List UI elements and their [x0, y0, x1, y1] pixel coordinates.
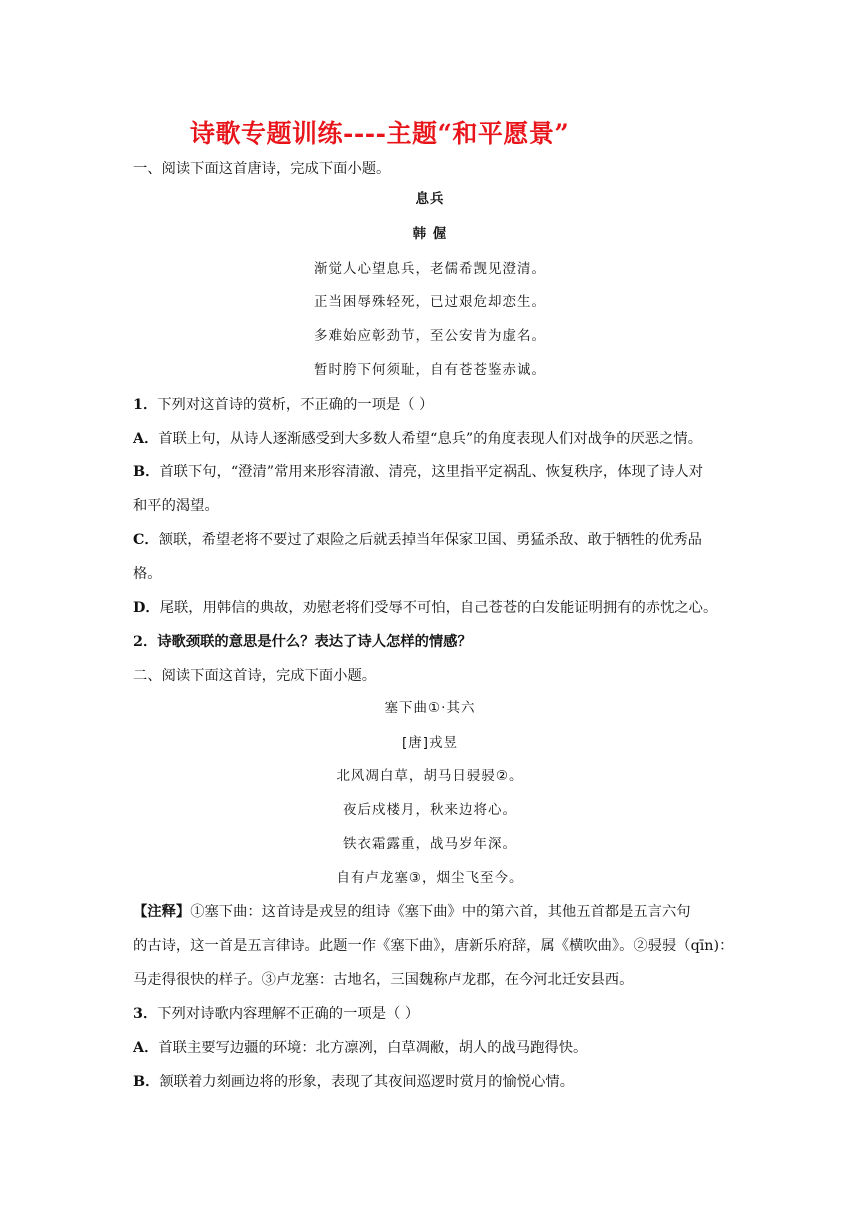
option-label: A． — [133, 431, 159, 447]
question-number: 2． — [133, 634, 158, 650]
question-2 — [133, 632, 472, 652]
question-3 — [133, 1004, 419, 1024]
question-1 — [133, 395, 433, 415]
q1-option-b — [133, 462, 703, 482]
poem1-title: 息兵 — [415, 191, 445, 207]
note-line: 的古诗，这一首是五言律诗。此题一作《塞下曲》，唐新乐府辞，属《横吹曲》。②骎骎（qīn)： — [133, 938, 734, 954]
note-line: 马走得很快的样子。③卢龙塞：古地名，三国魏称卢龙郡，在今河北迁安县西。 — [133, 972, 634, 988]
poem2-line: 夜后戍楼月，秋来边将心。 — [343, 802, 517, 818]
poem1-author: 韩 偓 — [412, 226, 448, 242]
section2-heading: 二、阅读下面这首诗，完成下面小题。 — [133, 668, 377, 684]
poem1-line: 正当困辱殊轻死，已过艰危却恋生。 — [314, 294, 546, 310]
question-number: 3． — [133, 1006, 158, 1022]
q1-option-a — [133, 429, 702, 449]
poem2-line: 北风凋白草，胡马日骎骎②。 — [336, 768, 524, 784]
q1-option-d — [133, 598, 717, 618]
q1-option-b-cont: 和平的渴望。 — [133, 498, 219, 514]
q1-option-c-cont: 格。 — [133, 566, 162, 582]
question-stem: 下列对诗歌内容理解不正确的一项是（ ） — [157, 1006, 420, 1022]
option-text: 颔联着力刻画边将的形象，表现了其夜间巡逻时赏月的愉悦心情。 — [159, 1074, 574, 1090]
option-label: A． — [133, 1040, 159, 1056]
poem2-title: 塞下曲①·其六 — [384, 700, 476, 716]
poem1-line: 多难始应彰劲节，至公安肯为虚名。 — [314, 328, 546, 344]
option-text: 首联主要写边疆的环境：北方凛冽，白草凋敝，胡人的战马跑得快。 — [158, 1040, 588, 1056]
option-label: B． — [133, 1074, 160, 1090]
q3-option-b — [133, 1072, 574, 1092]
poem2-line: 自有卢龙塞③，烟尘飞至今。 — [336, 870, 524, 886]
option-label: D． — [133, 600, 160, 616]
option-text: 尾联，用韩信的典故，劝慰老将们受辱不可怕，自己苍苍的白发能证明拥有的赤忱之心。 — [159, 600, 718, 616]
page-title: 诗歌专题训练----主题“和平愿景” — [190, 119, 570, 148]
poem2-author: [唐]戎昱 — [401, 735, 459, 751]
option-text: 首联下句，“澄清”常用来形容清澈、清亮，这里指平定祸乱、恢复秩序，体现了诗人对 — [159, 464, 703, 480]
question-stem: 诗歌颈联的意思是什么？表达了诗人怎样的情感？ — [157, 634, 472, 650]
question-stem: 下列对这首诗的赏析，不正确的一项是（ ） — [157, 397, 434, 413]
option-text: 首联上句，从诗人逐渐感受到大多数人希望“息兵”的角度表现人们对战争的厌恶之情。 — [158, 431, 702, 447]
option-label: C． — [133, 532, 159, 548]
note-line — [133, 902, 691, 922]
q1-option-c — [133, 530, 702, 550]
question-number: 1． — [133, 397, 158, 413]
option-text: 颔联，希望老将不要过了艰险之后就丢掉当年保家卫国、勇猛杀敌、敢于牺牲的优秀品 — [158, 532, 702, 548]
option-label: B． — [133, 464, 160, 480]
note-label: 【注释】 — [133, 904, 191, 920]
q3-option-a — [133, 1038, 587, 1058]
section1-heading: 一、阅读下面这首唐诗，完成下面小题。 — [133, 161, 391, 177]
note-text: ①塞下曲：这首诗是戎昱的组诗《塞下曲》中的第六首，其他五首都是五言六句 — [190, 904, 691, 920]
poem1-line: 暂时胯下何须耻，自有苍苍鉴赤诚。 — [314, 362, 546, 378]
poem2-line: 铁衣霜露重，战马岁年深。 — [343, 836, 517, 852]
poem1-line: 渐觉人心望息兵，老儒希觊见澄清。 — [314, 261, 546, 277]
